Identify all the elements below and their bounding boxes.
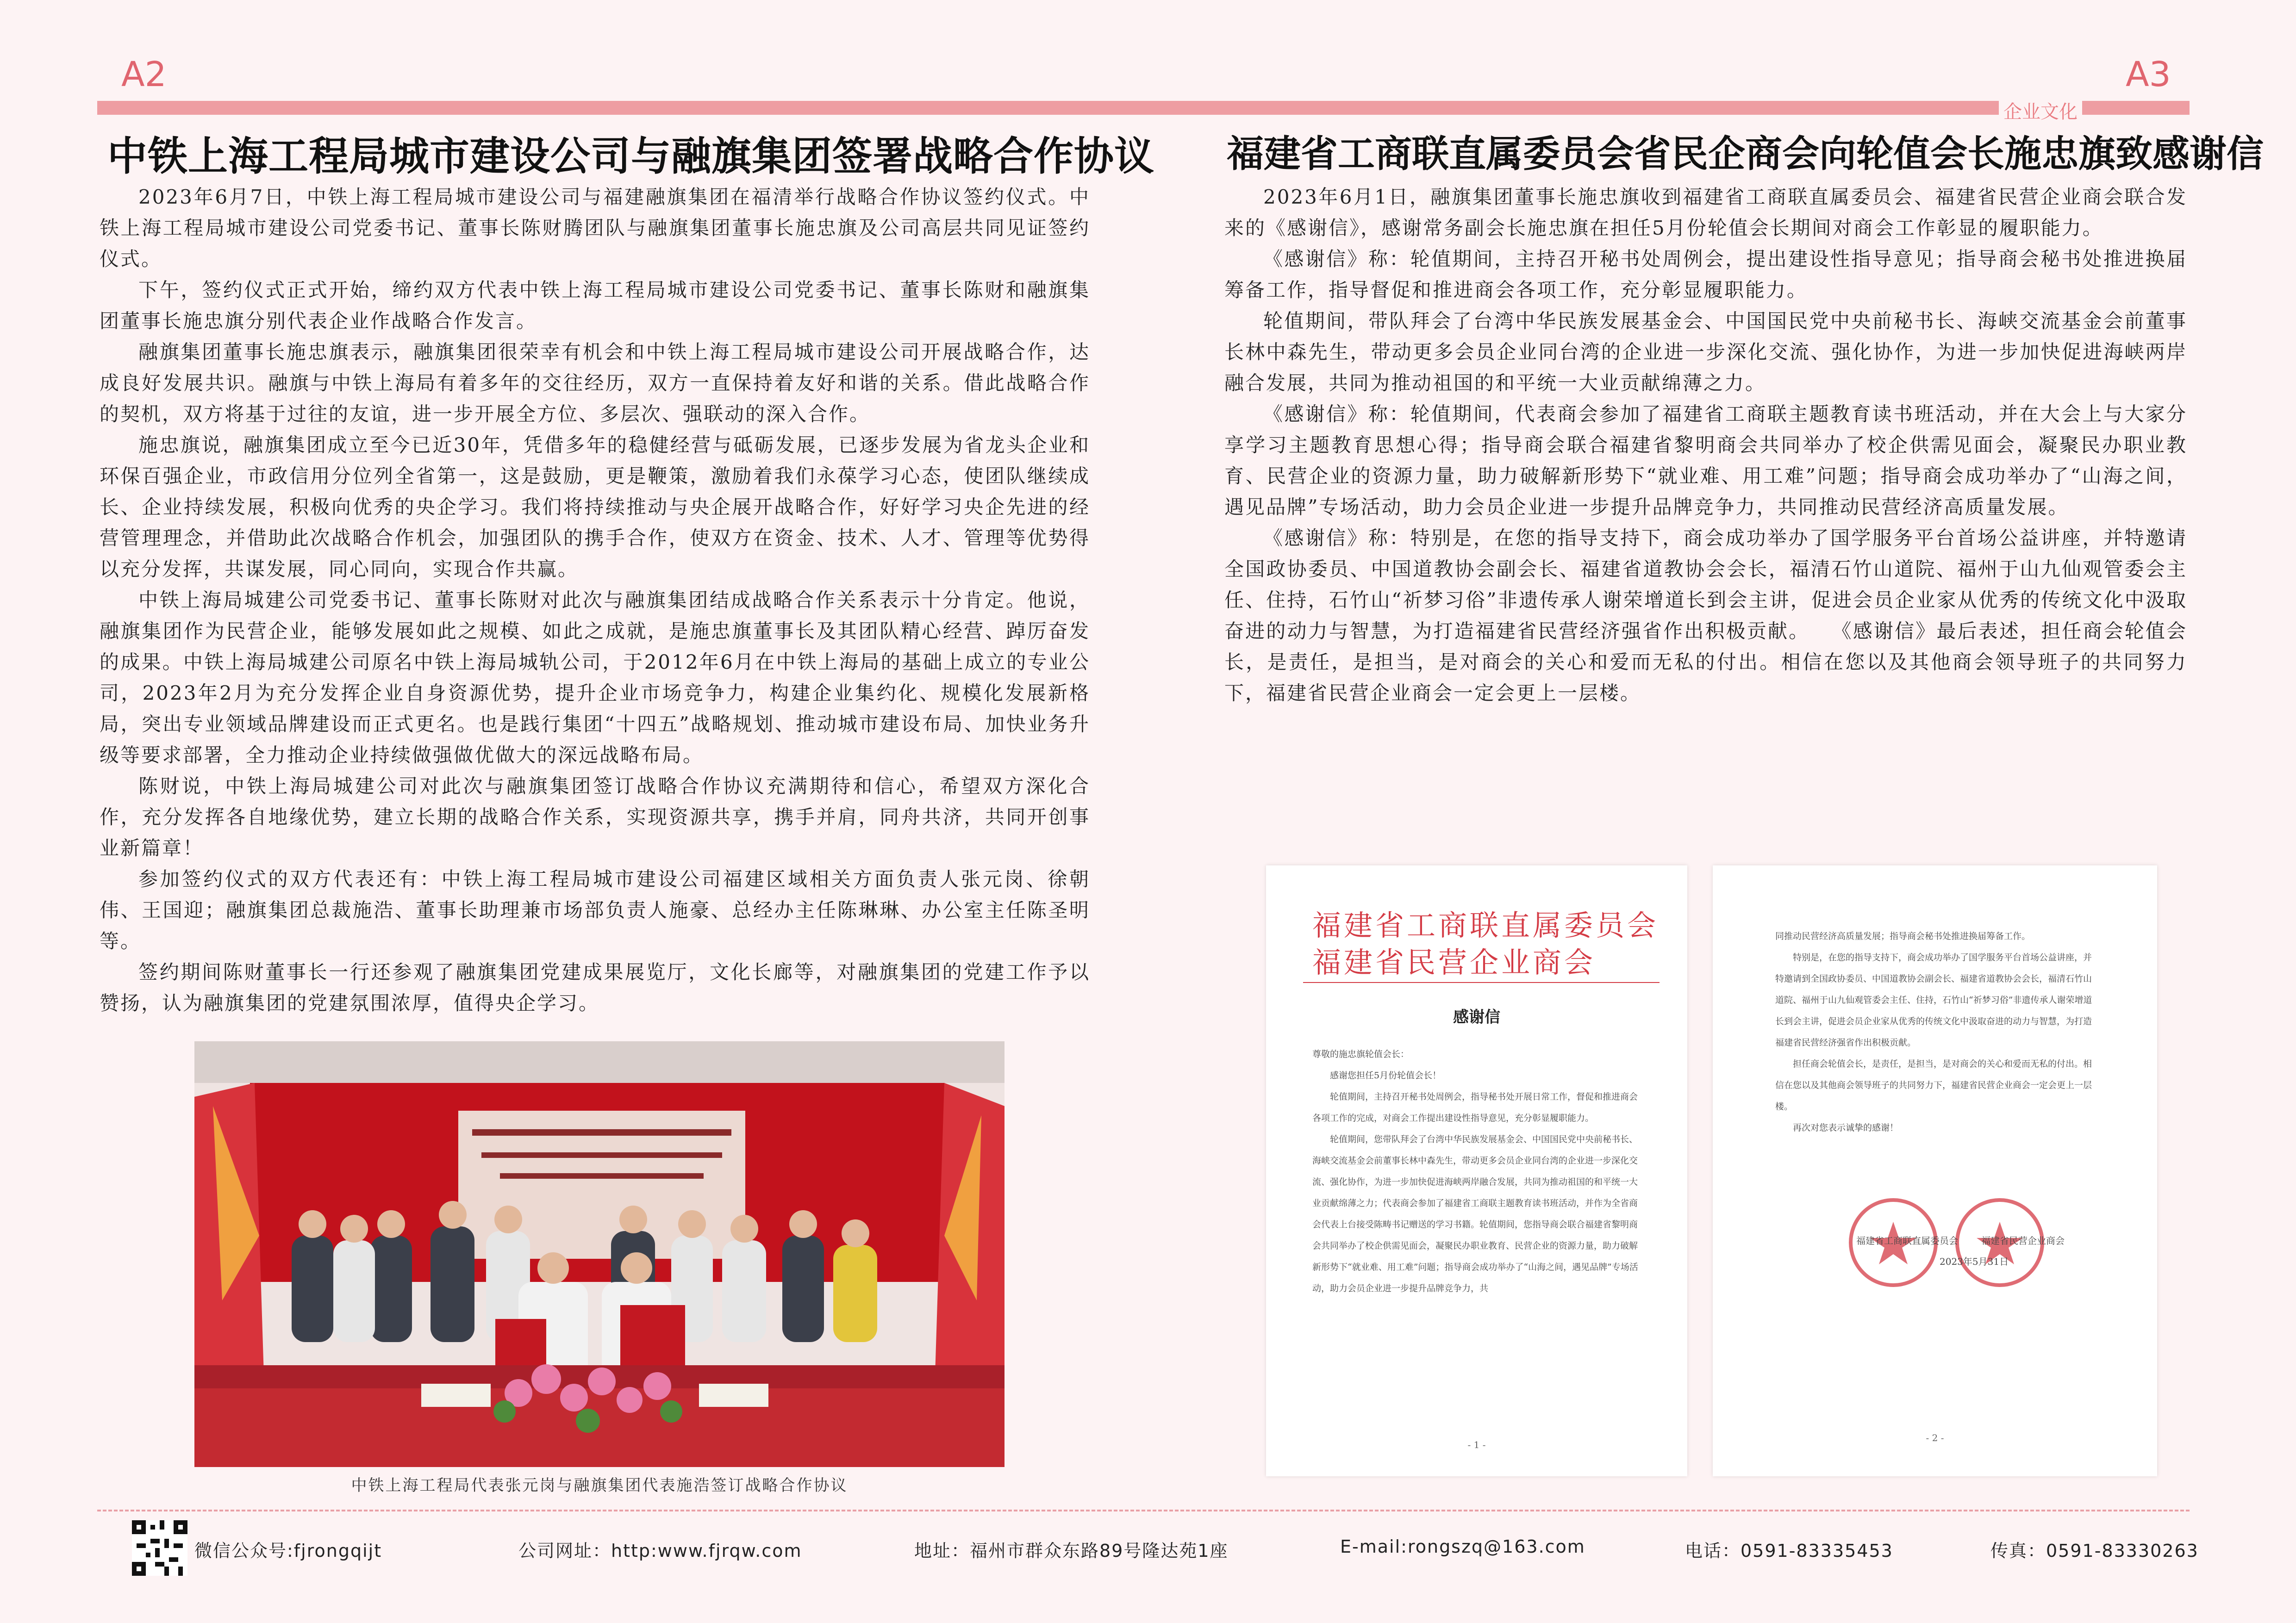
right-paragraph: 《感谢信》称：特别是，在您的指导支持下，商会成功举办了国学服务平台首场公益讲座，并特邀请全国政协委员、中国道教协会副会长、福建省道教协会会长，福清石竹山道院、福州于山九仙观管委会主任、住持，石竹山“祈梦习俗”非遗传承人谢荣增道长到会主讲，促进会员企业家从优秀的传统文化中汲取奋进的动力与智慧，为打造福建省民营经济强省作出积极贡献。 《感谢信》最后表述，担任商会轮值会长，是责任，是担当，是对商会的关心和爱而无私的付出。相信在您以及其他商会领导班子的共同努力下，福建省民营企业商会一定会更上一层楼。 [1224, 527, 2187, 704]
letter-line: 同推动民营经济高质量发展；指导商会秘书处推进换届筹备工作。 [1775, 931, 2031, 941]
letter-signature-1: 福建省工商联直属委员会 [1856, 1235, 1958, 1246]
column-tag: 企业文化 [1999, 97, 2082, 124]
footer-email[interactable]: E-mail:rongszq@163.com [1340, 1536, 1585, 1557]
footer-address: 地址：福州市群众东路89号隆达苑1座 [914, 1541, 1229, 1561]
signing-ceremony-photo [194, 1041, 1004, 1467]
thank-you-letter-page-2 [1713, 865, 2157, 1476]
thank-you-letter-page-1 [1266, 865, 1687, 1476]
letter-page-number: - 2 - [1926, 1432, 1944, 1443]
left-article-body [100, 181, 1090, 1019]
right-article-body [1224, 181, 2187, 709]
footer-fax: 传真：0591-83330263 [1990, 1541, 2199, 1561]
left-paragraph: 2023年6月7日，中铁上海工程局城市建设公司与福建融旗集团在福清举行战略合作协议签约仪式。中铁上海工程局城市建设公司党委书记、董事长陈财腾团队与融旗集团董事长施忠旗及公司高层共同见证签约仪式。 [100, 186, 1090, 270]
footer-wechat: 微信公众号:fjrongqijt [194, 1541, 382, 1561]
page-number-left: A2 [121, 55, 167, 94]
right-paragraph: 轮值期间，带队拜会了台湾中华民族发展基金会、中国国民党中央前秘书长、海峡交流基金会前董事长林中森先生，带动更多会员企业同台湾的企业进一步深化交流、强化协作，为进一步加快促进海峡两岸融合发展，共同为推动祖国的和平统一大业贡献绵薄之力。 [1224, 310, 2187, 394]
photo-caption: 中铁上海工程局代表张元岗与融旗集团代表施浩签订战略合作协议 [351, 1476, 848, 1495]
letter-line: 感谢您担任5月份轮值会长！ [1330, 1070, 1441, 1081]
left-paragraph: 中铁上海局城建公司党委书记、董事长陈财对此次与融旗集团结成战略合作关系表示十分肯定。他说，融旗集团作为民营企业，能够发展如此之规模、如此之成就，是施忠旗董事长及其团队精心经营、踔厉奋发的成果。中铁上海局城建公司原名中铁上海局城轨公司，于2012年6月在中铁上海局的基础上成立的专业公司，2023年2月为充分发挥企业自身资源优势，提升企业市场竞争力，构建企业集约化、规模化发展新格局，突出专业领域品牌建设而正式更名。也是践行集团“十四五”战略规划、推动城市建设布局、加快业务升级等要求部署，全力推动企业持续做强做优做大的深远战略布局。 [100, 589, 1090, 766]
right-article-title: 福建省工商联直属委员会省民企商会向轮值会长施忠旗致感谢信 [1227, 132, 2264, 175]
letter-line: 轮值期间，主持召开秘书处周例会，指导秘书处开展日常工作，督促和推进商会各项工作的完成，对商会工作提出建设性指导意见，充分彰显履职能力。 [1312, 1092, 1638, 1123]
left-paragraph: 签约期间陈财董事长一行还参观了融旗集团党建成果展览厅，文化长廊等，对融旗集团的党建工作予以赞扬，认为融旗集团的党建氛围浓厚，值得央企学习。 [100, 961, 1090, 1014]
letter-page-2-body [1775, 926, 2095, 1138]
right-paragraph: 《感谢信》称：轮值期间，主持召开秘书处周例会，提出建设性指导意见；指导商会秘书处推进换届筹备工作，指导督促和推进商会各项工作，充分彰显履职能力。 [1224, 248, 2187, 301]
right-paragraph: 《感谢信》称：轮值期间，代表商会参加了福建省工商联主题教育读书班活动，并在大会上与大家分享学习主题教育思想心得；指导商会联合福建省黎明商会共同举办了校企供需见面会，凝聚民办职业教育、民营企业的资源力量，助力破解新形势下“就业难、用工难”问题；指导商会成功举办了“山海之间，遇见品牌”专场活动，助力会员企业进一步提升品牌竞争力，共同推动民营经济高质量发展。 [1224, 403, 2187, 518]
footer-phone: 电话：0591-83335453 [1685, 1541, 1893, 1561]
letter-line: 再次对您表示诚挚的感谢！ [1793, 1123, 1899, 1133]
letter-heading: 感谢信 [1453, 1008, 1500, 1026]
letter-org-name-2: 福建省民营企业商会 [1312, 945, 1596, 979]
letter-org-name-1: 福建省工商联直属委员会 [1312, 908, 1659, 942]
page-number-right: A3 [2126, 55, 2171, 94]
left-paragraph: 下午，签约仪式正式开始，缔约双方代表中铁上海工程局城市建设公司党委书记、董事长陈财和融旗集团董事长施忠旗分别代表企业作战略合作发言。 [100, 279, 1090, 332]
left-paragraph: 施忠旗说，融旗集团成立至今已近30年，凭借多年的稳健经营与砥砺发展，已逐步发展为省龙头企业和环保百强企业，市政信用分位列全省第一，这是鼓励，更是鞭策，激励着我们永葆学习心态，使团队继续成长、企业持续发展，积极向优秀的央企学习。我们将持续推动与央企展开战略合作，好好学习央企先进的经营管理理念，并借助此次战略合作机会，加强团队的携手合作，使双方在资金、技术、人才、管理等优势得以充分发挥，共谋发展，同心同向，实现合作共赢。 [100, 434, 1090, 580]
footer-website[interactable]: 公司网址：http:www.fjrqw.com [518, 1541, 802, 1561]
letter-line: 尊敬的施忠旗轮值会长： [1312, 1049, 1410, 1059]
right-paragraph: 2023年6月1日，融旗集团董事长施忠旗收到福建省工商联直属委员会、福建省民营企业商会联合发来的《感谢信》，感谢常务副会长施忠旗在担任5月份轮值会长期间对商会工作彰显的履职能力。 [1224, 186, 2187, 239]
letter-line: 轮值期间，您带队拜会了台湾中华民族发展基金会、中国国民党中央前秘书长、海峡交流基金会前董事长林中森先生，带动更多会员企业同台湾的企业进一步深化交流、强化协作，为进一步加快促进海峡两岸融合发展，共同为推动祖国的和平统一大业贡献绵薄之力；代表商会参加了福建省工商联主题教育读书班活动，并作为全省商会代表上台接受陈畴书记赠送的学习书籍。轮值期间，您指导商会联合福建省黎明商会共同举办了校企供需见面会，凝聚民办职业教育、民营企业的资源力量，助力破解新形势下“就业难、用工难”问题；指导商会成功举办了“山海之间，遇见品牌”专场活动，助力会员企业进一步提升品牌竞争力，共 [1312, 1134, 1638, 1293]
letterhead-rule [1303, 982, 1660, 983]
letter-line: 特别是，在您的指导支持下，商会成功举办了国学服务平台首场公益讲座，并特邀请到全国政协委员、中国道教协会副会长、福建省道教协会会长，福清石竹山道院、福州于山九仙观管委会主任、住持，石竹山“祈梦习俗”非遗传承人谢荣增道长到会主讲，促进会员企业家从优秀的传统文化中汲取奋进的动力与智慧，为打造福建省民营经济强省作出积极贡献。 [1775, 952, 2092, 1048]
header-bar [97, 101, 2190, 115]
letter-date: 2023年5月31日 [1940, 1256, 2009, 1267]
left-paragraph: 参加签约仪式的双方代表还有：中铁上海工程局城市建设公司福建区域相关方面负责人张元岗、徐朝伟、王国迎；融旗集团总裁施浩、董事长助理兼市场部负责人施豪、总经办主任陈琳琳、办公室主任陈圣明等。 [100, 868, 1090, 952]
letter-page-1-body [1312, 1044, 1641, 1299]
footer-divider [97, 1510, 2190, 1511]
left-article-title: 中铁上海工程局城市建设公司与融旗集团签署战略合作协议 [107, 133, 1154, 180]
left-paragraph: 陈财说，中铁上海局城建公司对此次与融旗集团签订战略合作协议充满期待和信心，希望双方深化合作，充分发挥各自地缘优势，建立长期的战略合作关系，实现资源共享，携手并肩，同舟共济，共同开创事业新篇章！ [100, 775, 1090, 859]
letter-signature-2: 福建省民营企业商会 [1981, 1235, 2065, 1246]
qr-code[interactable] [132, 1520, 187, 1576]
left-paragraph: 融旗集团董事长施忠旗表示，融旗集团很荣幸有机会和中铁上海工程局城市建设公司开展战略合作，达成良好发展共识。融旗与中铁上海局有着多年的交往经历，双方一直保持着友好和谐的关系。借此战略合作的契机，双方将基于过往的友谊，进一步开展全方位、多层次、强联动的深入合作。 [100, 341, 1090, 425]
letter-page-number: - 1 - [1467, 1439, 1486, 1450]
letter-line: 担任商会轮值会长，是责任，是担当，是对商会的关心和爱而无私的付出。相信在您以及其他商会领导班子的共同努力下，福建省民营企业商会一定会更上一层楼。 [1775, 1059, 2092, 1112]
